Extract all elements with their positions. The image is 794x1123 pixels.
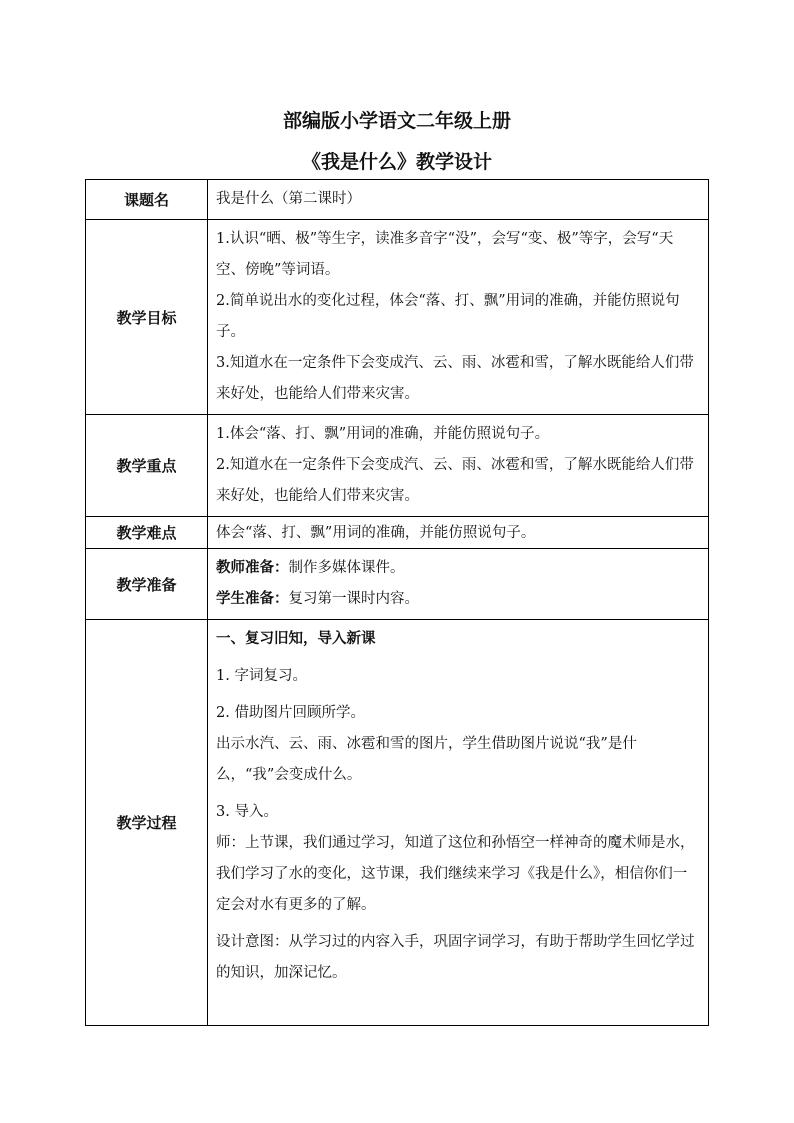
row-label: 教学准备 [86, 549, 208, 620]
row-label: 教学过程 [86, 620, 208, 1026]
process-step: 2. 借助图片回顾所学。 [216, 705, 365, 721]
preparation-content [208, 549, 709, 620]
row-process [86, 620, 709, 1026]
goals-content [208, 220, 709, 415]
goal-item: 3.知道水在一定条件下会变成汽、云、雨、冰雹和雪，了解水既能给人们带来好处，也能给人们带来灾害。 [216, 355, 694, 402]
goal-item: 1.认识“晒、极”等生字，读准多音字“没”，会写“变、极”等字，会写“天空、傍晚”等词语。 [216, 231, 674, 278]
process-step: 1. 字词复习。 [216, 668, 307, 684]
process-step-detail: 师：上节课，我们通过学习，知道了这位和孙悟空一样神奇的魔术师是水，我们学习了水的变化，这节课，我们继续来学习《我是什么》，相信你们一定会对水有更多的了解。 [216, 835, 695, 913]
student-preparation [216, 584, 700, 615]
teacher-preparation [216, 553, 700, 584]
student-prep-value: 复习第一课时内容。 [288, 591, 419, 607]
teacher-prep-value: 制作多媒体课件。 [288, 560, 405, 576]
goal-item: 2.简单说出水的变化过程，体会“落、打、飘”用词的准确，并能仿照说句子。 [216, 293, 680, 340]
row-difficulty [86, 517, 709, 549]
row-label: 教学目标 [86, 220, 208, 415]
document-subtitle: 《我是什么》教学设计 [301, 151, 492, 173]
lesson-plan-table [85, 179, 709, 1026]
row-label: 教学重点 [86, 415, 208, 517]
student-prep-label: 学生准备： [216, 591, 289, 607]
key-point-item: 1.体会“落、打、飘”用词的准确，并能仿照说句子。 [216, 426, 550, 442]
difficulty-content: 体会“落、打、飘”用词的准确，并能仿照说句子。 [208, 517, 709, 549]
row-label: 教学难点 [86, 517, 208, 549]
process-heading: 一、复习旧知，导入新课 [216, 631, 376, 647]
process-step-detail: 出示水汽、云、雨、冰雹和雪的图片，学生借助图片说说“我”是什么，“我”会变成什么。 [216, 736, 637, 783]
row-lesson [86, 180, 709, 220]
lesson-name: 我是什么（第二课时） [208, 180, 709, 220]
row-goals [86, 220, 709, 415]
teacher-prep-label: 教师准备： [216, 560, 289, 576]
process-step: 3. 导入。 [216, 804, 278, 820]
document-title: 部编版小学语文二年级上册 [282, 110, 511, 132]
key-points-content [208, 415, 709, 517]
row-label: 课题名 [86, 180, 208, 220]
design-intent: 设计意图：从学习过的内容入手，巩固字词学习，有助于帮助学生回忆学过的知识，加深记忆。 [216, 934, 695, 981]
key-point-item: 2.知道水在一定条件下会变成汽、云、雨、冰雹和雪，了解水既能给人们带来好处，也能给人们带来灾害。 [216, 457, 694, 504]
row-key-points [86, 415, 709, 517]
row-preparation [86, 549, 709, 620]
process-content [208, 620, 709, 1026]
